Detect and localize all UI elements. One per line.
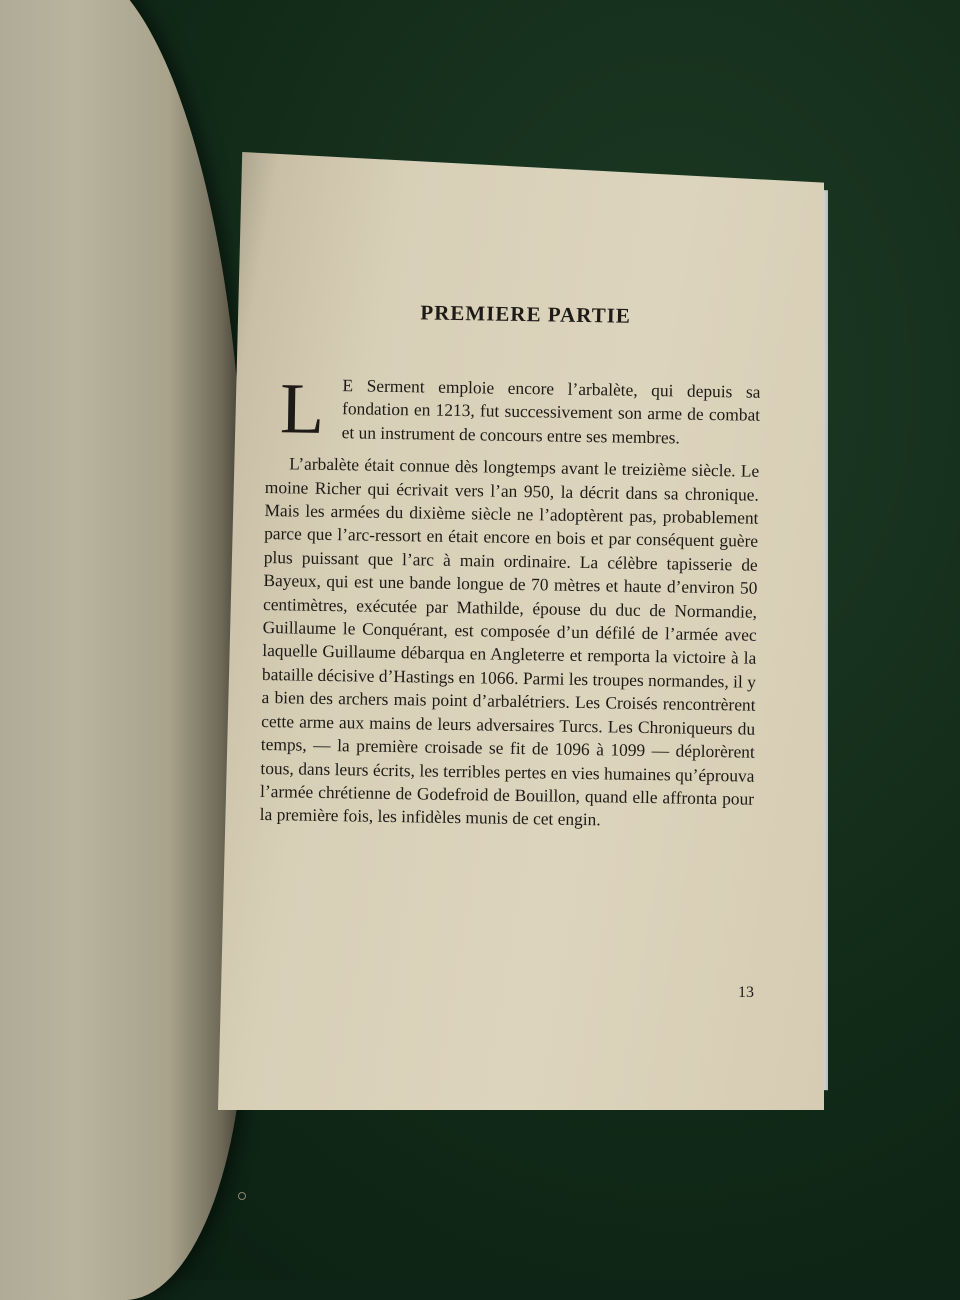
page-content — [260, 290, 762, 834]
opening-paragraph-text: E Serment emploie encore l’arbalète, qui depuis sa fondation en 1213, fut successivement son arme de combat et un instrument de concours entre ses membres. — [341, 375, 761, 448]
body-paragraph: L’arbalète était connue dès longtemps avant le treizième siècle. Le moine Richer qui écrivait vers l’an 950, la décrit dans sa chronique. Mais les armées du dixième siècle ne l’adoptèrent pas, probablement parce que l’arc-ressort en était encore en bois et par conséquent guère plus puissant que l’arc à main ordinaire. La célèbre tapisserie de Bayeux, qui est une bande longue de 70 mètres et haute d’environ 50 centimètres, exécutée par Mathilde, épouse du duc de Normandie, Guillaume le Conquérant, est composée d’un défilé de l’armée avec laquelle Guillaume débarqua en Angleterre et remporta la victoire à la bataille décisive d’Hastings en 1066. Parmi les troupes normandes, il y a bien des archers mais point d’arbalétriers. Les Croisés rencontrèrent cette arme aux mains de leurs adversaires Turcs. Les Chroniqueurs du temps, — la première croisade se fit de 1096 à 1099 — déplorèrent tous, dans leurs écrits, les terribles pertes en vies humaines qu’éprouva l’armée chrétienne de Godefroid de Bouillon, quand elle affronta pour la première fois, les infidèles munis de cet engin. — [259, 453, 760, 830]
drop-cap: L — [279, 368, 325, 449]
section-title: PREMIERE PARTIE — [420, 300, 632, 328]
page-number: 13 — [738, 984, 754, 1001]
paper-mark — [238, 1192, 246, 1200]
opening-paragraph — [266, 368, 761, 451]
